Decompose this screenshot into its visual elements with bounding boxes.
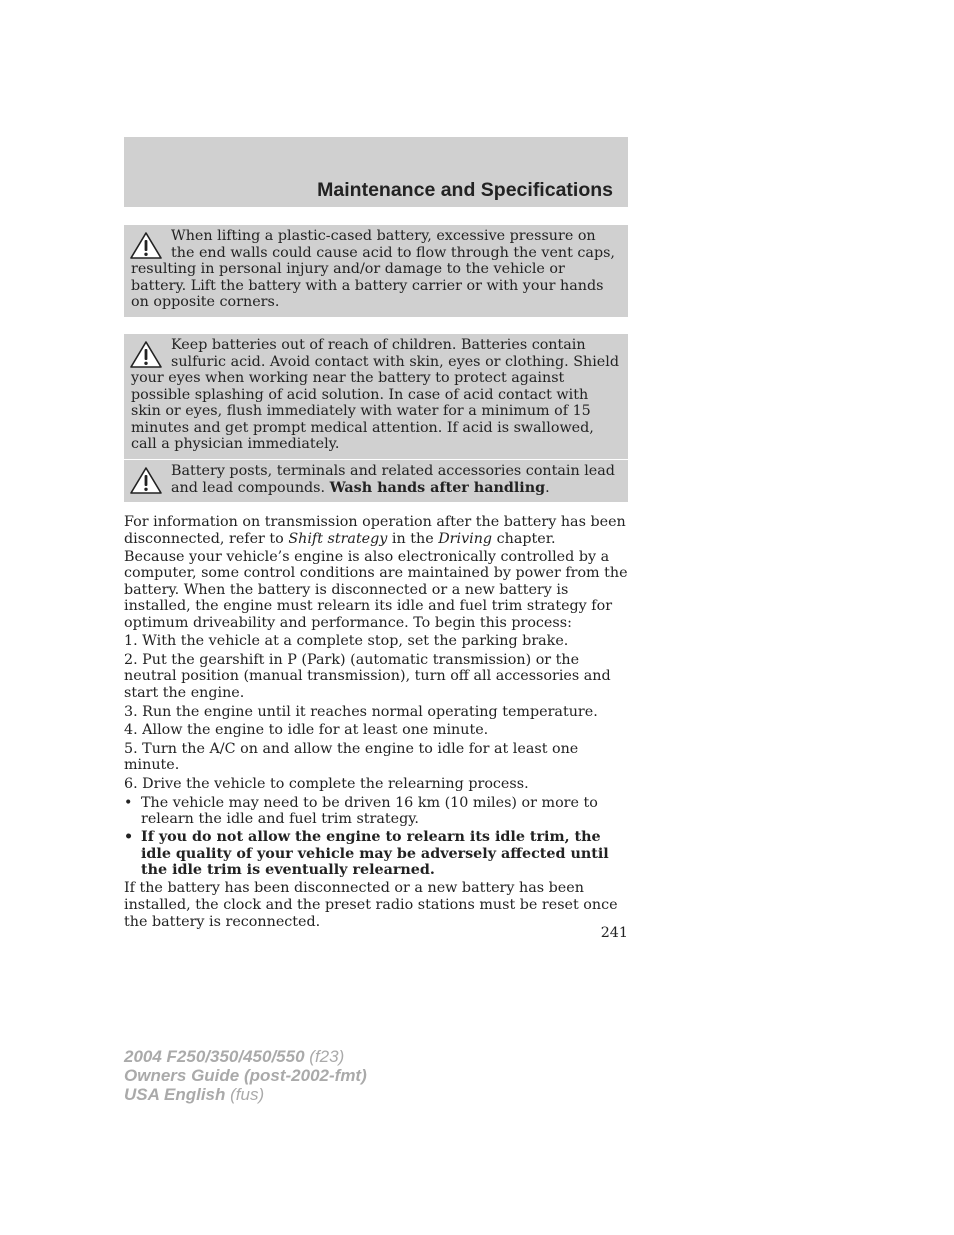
closing-paragraph: If the battery has been disconnected or a new battery has been installed, the clock and the preset radio stations must be reset once the battery is reconnected. <box>124 880 618 930</box>
section-title: Maintenance and Specifications <box>317 179 613 201</box>
list-item: 2. Put the gearshift in P (Park) (automatic transmission) or the neutral position (manual transmission), turn off all accessories and start the engine. <box>124 651 611 701</box>
document-footer <box>124 1047 367 1104</box>
footer-line-guide: Owners Guide (post-2002-fmt) <box>124 1066 367 1085</box>
warning-box-children <box>124 334 628 459</box>
bullet-item <box>124 795 628 828</box>
cross-reference-driving: Driving <box>438 530 493 547</box>
page-number: 241 <box>600 925 628 941</box>
intro-paragraph <box>124 514 628 547</box>
warning-triangle-icon <box>129 466 163 496</box>
body-text <box>124 514 628 932</box>
footer-model: 2004 F250/350/450/550 <box>124 1047 305 1066</box>
warning-triangle-icon <box>129 340 163 370</box>
intro-text: in the <box>387 530 439 547</box>
warning-text: When lifting a plastic-cased battery, excessive pressure on the end walls could cause acid to flow through the vent caps, resulting in personal injury and/or damage to the vehicle or battery. Lift the battery with a battery carrier or with your hands on opposite corners. <box>131 228 615 310</box>
bullet-icon: • <box>124 794 133 811</box>
list-item: 1. With the vehicle at a complete stop, set the parking brake. <box>124 633 569 650</box>
bullet-text: If you do not allow the engine to relearn its idle trim, the idle quality of your vehicle may be adversely affected until the idle trim is eventually relearned. <box>141 829 609 879</box>
footer-language: USA English <box>124 1085 226 1104</box>
warning-text <box>131 463 621 496</box>
footer-model-code: (f23) <box>304 1047 345 1066</box>
warning-text-bold: Wash hands after handling <box>329 479 546 496</box>
warning-text-plain: Battery posts, terminals and related accessories contain lead and lead compounds. <box>171 463 615 496</box>
list-item: 6. Drive the vehicle to complete the relearning process. <box>124 775 529 792</box>
relearn-paragraph: Because your vehicle’s engine is also electronically controlled by a computer, some control conditions are maintained by power from the battery. When the battery is disconnected or a new battery is installed, the engine must relearn its idle and fuel trim strategy for optimum driveability and performance. To begin this process: <box>124 548 628 632</box>
bullet-text: The vehicle may need to be driven 16 km (10 miles) or more to relearn the idle and fuel trim strategy. <box>141 794 598 828</box>
warning-text: Keep batteries out of reach of children. Batteries contain sulfuric acid. Avoid contact with skin, eyes or clothing. Shield your eyes when working near the battery to protect against possible splashing of acid solution. In case of acid contact with skin or eyes, flush immediately with water for a minimum of 15 minutes and get prompt medical attention. If acid is swallowed, call a physician immediately. <box>131 337 619 452</box>
intro-text: For information on transmission operation after the battery has been disconnected, refer to <box>124 514 626 547</box>
footer-language-code: (fus) <box>225 1085 265 1104</box>
list-item: 4. Allow the engine to idle for at least one minute. <box>124 722 489 739</box>
warning-triangle-icon <box>129 231 163 261</box>
cross-reference-shift-strategy: Shift strategy <box>288 530 388 547</box>
list-item: 5. Turn the A/C on and allow the engine to idle for at least one minute. <box>124 740 579 774</box>
bullet-item-warning <box>124 829 628 879</box>
bullet-icon: • <box>124 829 134 846</box>
footer-line-model <box>124 1047 367 1066</box>
section-header-band <box>124 137 628 207</box>
relearn-notes <box>124 795 628 879</box>
footer-line-language <box>124 1085 367 1104</box>
warning-box-lead <box>124 460 628 502</box>
intro-text: chapter. <box>492 530 556 547</box>
warning-text-end: . <box>545 479 550 496</box>
list-item: 3. Run the engine until it reaches normal operating temperature. <box>124 703 598 720</box>
relearn-steps <box>124 633 628 792</box>
warning-box-lifting <box>124 225 628 317</box>
